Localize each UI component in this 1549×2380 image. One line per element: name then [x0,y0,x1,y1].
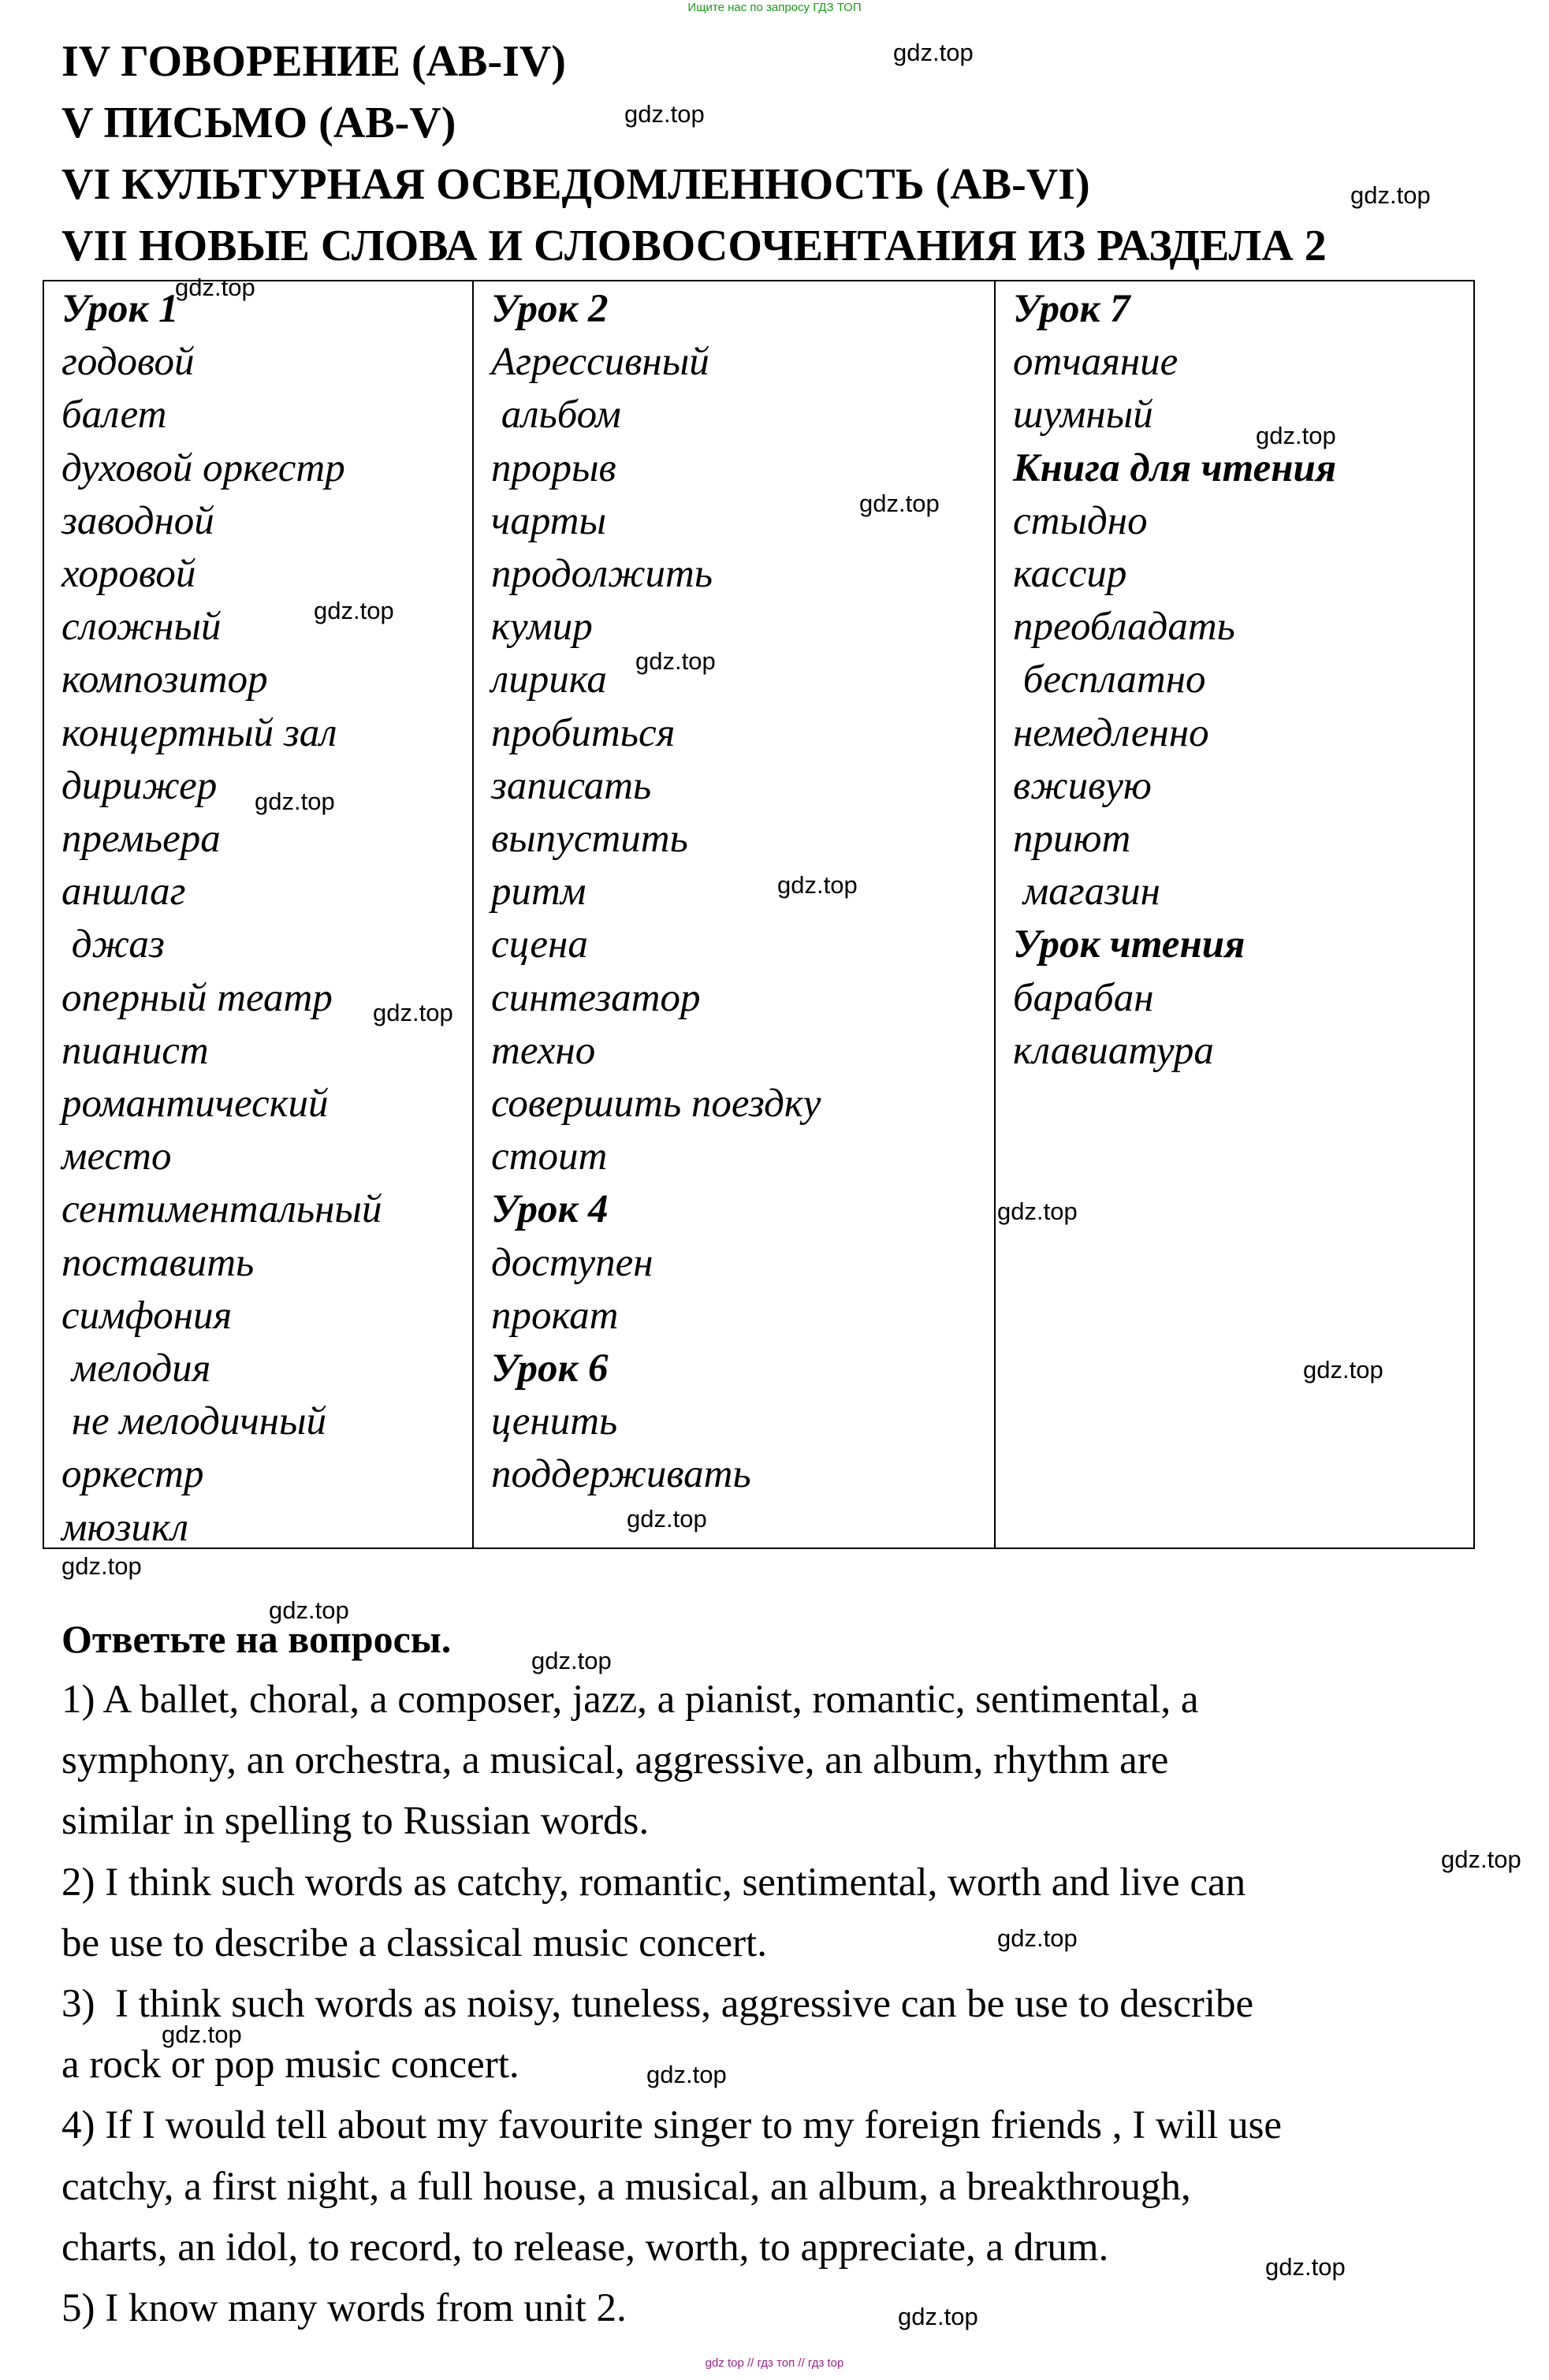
vocabulary-table [43,280,1475,1549]
answer-line: 4) If I would tell about my favourite singer to my foreign friends , I will use [61,2103,1283,2148]
vocab-word: балет [61,393,167,438]
vocab-word: магазин [1013,870,1160,914]
vocab-word: сцена [491,922,588,967]
watermark-text: gdz.top [1350,181,1431,209]
vocab-word: симфония [61,1293,233,1338]
vocab-word: клавиатура [1013,1028,1214,1073]
vocab-word: место [61,1134,172,1179]
vocab-column-1 [44,281,472,1548]
vocab-word: джаз [61,922,165,967]
watermark-text: gdz.top [255,788,335,815]
heading-speaking: IV ГОВОРЕНИЕ (AB-IV) [61,37,566,86]
vocab-word: приют [1013,817,1131,862]
vocab-word: не мелодичный [61,1399,327,1444]
vocab-word: бесплатно [1013,657,1206,702]
answer-line: symphony, an orchestra, a musical, aggressive, an album, rhythm are [61,1738,1169,1783]
answer-line: charts, an idol, to record, to release, worth, to appreciate, a drum. [61,2225,1109,2270]
vocab-word: Урок 2 [491,287,609,331]
vocab-word: ритм [491,870,586,914]
vocab-word: продолжить [491,552,713,597]
vocab-word: романтический [61,1082,329,1127]
watermark-text: gdz.top [373,999,453,1026]
watermark-text: gdz.top [997,1924,1078,1952]
watermark-text: gdz.top [635,647,716,675]
answer-line: 5) I know many words from unit 2. [61,2286,627,2331]
watermark-text: gdz.top [314,597,394,624]
answer-line: 3) I think such words as noisy, tuneless, aggressive can be use to describe [61,1982,1254,2027]
vocab-word: лирика [491,657,607,702]
watermark-text: gdz.top [893,39,974,66]
vocab-word: духовой оркестр [61,445,345,490]
vocab-word: Урок 6 [491,1346,609,1391]
watermark-text: gdz.top [1303,1356,1383,1384]
answers-title: Ответьте на вопросы. [61,1617,452,1661]
vocab-word: мюзикл [61,1505,189,1550]
vocab-word: альбом [491,393,621,438]
vocab-word: Агрессивный [491,340,709,385]
vocab-word: стыдно [1013,498,1148,543]
vocab-word: оркестр [61,1452,204,1497]
watermark-text: gdz.top [627,1505,707,1533]
vocab-word: пробиться [491,710,676,755]
watermark-text: gdz.top [859,490,940,517]
vocab-word: отчаяние [1013,340,1179,385]
watermark-text: gdz.top [531,1647,612,1674]
watermark-text: gdz.top [646,2061,727,2088]
watermark-text: gdz.top [175,274,255,301]
watermark-text: gdz.top [624,100,705,128]
answer-line: 2) I think such words as catchy, romantic, sentimental, worth and live can [61,1860,1246,1905]
vocab-word: сентиментальный [61,1187,382,1232]
vocab-word: мелодия [61,1346,211,1391]
vocab-word: пианист [61,1028,209,1073]
heading-cultural-awareness: VI КУЛЬТУРНАЯ ОСВЕДОМЛЕННОСТЬ (AB-VI) [61,160,1090,209]
watermark-text: gdz.top [1265,2253,1346,2281]
watermark-text: gdz.top [898,2303,978,2330]
vocab-word: барабан [1013,975,1154,1020]
vocab-word: чарты [491,498,607,543]
vocab-word: немедленно [1013,710,1209,755]
watermark-text: gdz.top [1256,422,1336,449]
answers-section [61,1608,1480,2339]
vocab-word: доступен [491,1240,653,1285]
vocab-word: Урок 4 [491,1187,609,1232]
answer-line: 1) A ballet, choral, a composer, jazz, a pianist, romantic, sentimental, a [61,1678,1199,1722]
bottom-banner: gdz top // гдз топ // гдз top [705,2356,844,2370]
vocab-word: техно [491,1028,596,1073]
watermark-text: gdz.top [162,2021,242,2048]
vocab-word: шумный [1013,393,1153,438]
vocab-word: дирижер [61,763,218,808]
vocab-word: вживую [1013,763,1152,808]
vocab-word: аншлаг [61,870,186,914]
vocab-word: стоит [491,1134,608,1179]
vocab-word: композитор [61,657,268,702]
vocab-word: сложный [61,605,222,650]
watermark-text: gdz.top [61,1552,142,1580]
vocab-word: концертный зал [61,710,337,755]
heading-writing: V ПИСЬМО (AB-V) [61,99,456,147]
vocab-word: Урок 1 [61,287,179,331]
top-banner: Ищите нас по запросу ГДЗ ТОП [687,1,862,14]
vocab-word: синтезатор [491,975,701,1020]
vocab-word: годовой [61,340,195,385]
heading-new-words: VII НОВЫЕ СЛОВА И СЛОВОСОЧЕНТАНИЯ ИЗ РАЗДЕЛА 2 [61,222,1327,270]
vocab-word: преобладать [1013,605,1235,650]
watermark-text: gdz.top [997,1197,1078,1225]
vocab-word: прорыв [491,445,616,490]
answer-line: be use to describe a classical music concert. [61,1920,767,1965]
answer-line: similar in spelling to Russian words. [61,1799,650,1844]
vocab-word: хоровой [61,552,196,597]
vocab-word: Урок 7 [1013,287,1130,331]
answer-line: a rock or pop music concert. [61,2043,519,2088]
vocab-word: оперный театр [61,975,333,1020]
answer-line: catchy, a first night, a full house, a musical, an album, a breakthrough, [61,2164,1191,2209]
answers-list [61,1670,1480,2339]
vocab-word: ценить [491,1399,618,1444]
vocab-column-2 [472,281,994,1548]
vocab-word: совершить поездку [491,1082,821,1127]
watermark-text: gdz.top [1441,1846,1521,1873]
vocab-word: прокат [491,1293,619,1338]
vocab-word: кумир [491,605,593,650]
vocab-column-3 [994,281,1473,1548]
vocab-word: кассир [1013,552,1127,597]
watermark-text: gdz.top [269,1596,349,1624]
vocab-word: премьера [61,817,221,862]
vocab-word: поставить [61,1240,255,1285]
vocab-word: выпустить [491,817,688,862]
vocab-word: поддерживать [491,1452,751,1497]
vocab-word: Урок чтения [1013,922,1246,967]
vocab-word: заводной [61,498,214,543]
vocab-word: Книга для чтения [1013,445,1337,490]
watermark-text: gdz.top [777,871,858,899]
vocab-word: записать [491,763,652,808]
